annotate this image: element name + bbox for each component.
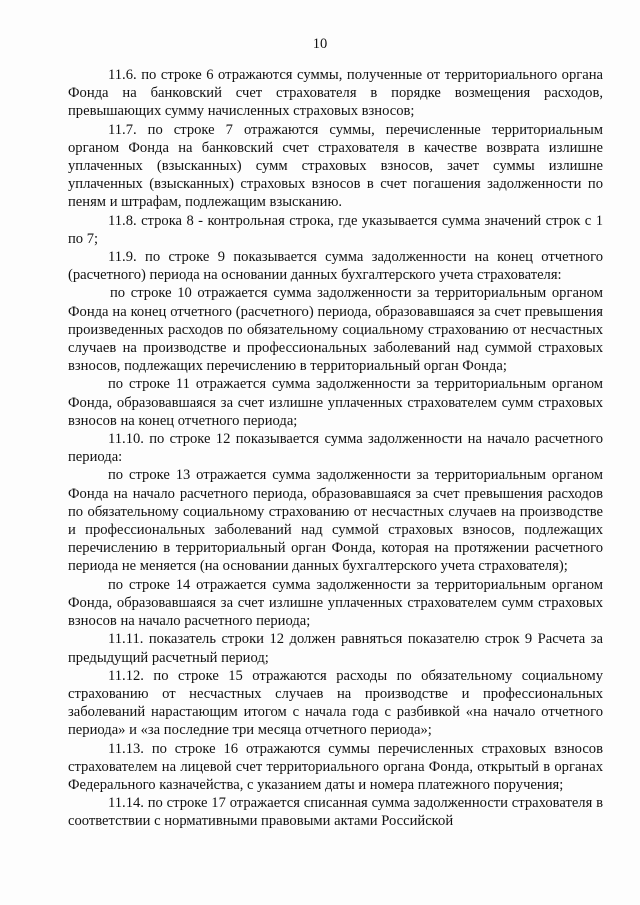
page-number: 10 bbox=[312, 36, 328, 52]
paragraph-11-14: 11.14. по строке 17 отражается списанная сумма задолженности страхователя в соответствии с нормативными правовыми актами Российской bbox=[68, 795, 603, 830]
paragraph-11-11: 11.11. показатель строки 12 должен равняться показателю строк 9 Расчета за предыдущий расчетный период; bbox=[68, 631, 603, 666]
paragraph-line-14: по строке 14 отражается сумма задолженности за территориальным органом Фонда, образовавшаяся за счет излишне уплаченных страхователем сумм страховых взносов на начало расчетного периода; bbox=[68, 576, 603, 630]
document-body bbox=[68, 66, 603, 831]
paragraph-11-8: 11.8. строка 8 - контрольная строка, где указывается сумма значений строк с 1 по 7; bbox=[68, 212, 603, 247]
paragraph-11-10: 11.10. по строке 12 показывается сумма задолженности на начало расчетного периода: bbox=[68, 431, 603, 466]
paragraph-11-7: 11.7. по строке 7 отражаются суммы, перечисленные территориальным органом Фонда на банковский счет страхователя в качестве возврата излишне уплаченных (взысканных) сумм страховых взносов, зачет суммы излишне уплаченных (взысканных) страховых взносов в счет погашения задолженности по пеням и штрафам, подлежащим взысканию. bbox=[68, 121, 603, 211]
paragraph-11-6: 11.6. по строке 6 отражаются суммы, полученные от территориального органа Фонда на банковский счет страхователя в порядке возмещения расходов, превышающих сумму начисленных страховых взносов; bbox=[68, 67, 603, 120]
paragraph-11-13: 11.13. по строке 16 отражаются суммы перечисленных страховых взносов страхователем на лицевой счет территориального органа Фонда, открытый в органах Федерального казначейства, с указанием даты и номера платежного поручения; bbox=[68, 740, 603, 793]
paragraph-line-10: по строке 10 отражается сумма задолженности за территориальным органом Фонда на конец отчетного (расчетного) периода, образовавшаяся за счет превышения произведенных расходов по обязательному социальному страхованию от несчастных случаев на производстве и профессиональных заболеваний над суммой страховых взносов, подлежащих перечислению в территориальный орган Фонда; bbox=[68, 285, 603, 375]
paragraph-11-9: 11.9. по строке 9 показывается сумма задолженности на конец отчетного (расчетного) периода на основании данных бухгалтерского учета страхователя: bbox=[68, 249, 603, 284]
paragraph-11-12: 11.12. по строке 15 отражаются расходы по обязательному социальному страхованию от несчастных случаев на производстве и профессиональных заболеваний нарастающим итогом с начала года с разбивкой «на начало отчетного периода» и «за последние три месяца отчетного периода»; bbox=[68, 667, 603, 739]
paragraph-line-11: по строке 11 отражается сумма задолженности за территориальным органом Фонда, образовавшаяся за счет излишне уплаченных страхователем сумм страховых взносов на конец отчетного периода; bbox=[68, 376, 603, 429]
paragraph-line-13: по строке 13 отражается сумма задолженности за территориальным органом Фонда на начало расчетного периода, образовавшаяся за счет превышения расходов по обязательному социальному страхованию от несчастных случаев на производстве и профессиональных заболеваний над суммой страховых взносов, подлежащих перечислению в территориальный орган Фонда, которая на протяжении расчетного периода не меняется (на основании данных бухгалтерского учета страхователя); bbox=[68, 467, 603, 575]
